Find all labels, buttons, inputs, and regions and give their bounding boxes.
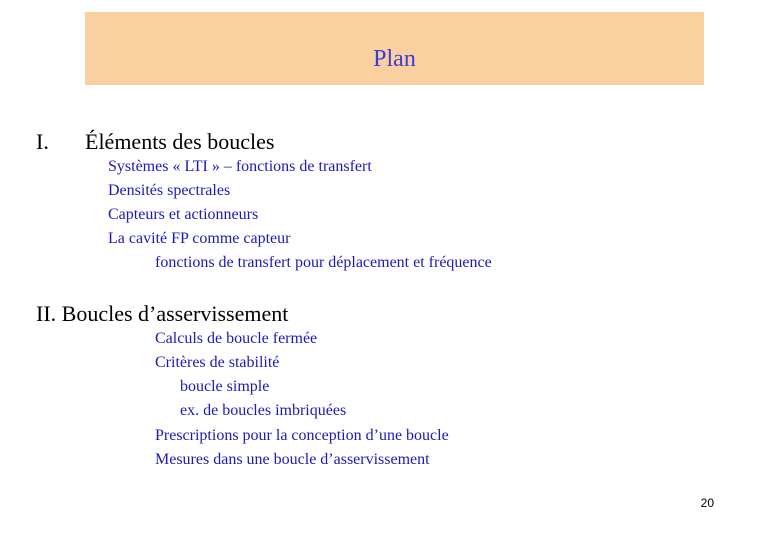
section-1-subitem: fonctions de transfert pour déplacement et fréquence bbox=[155, 254, 492, 271]
section-1-item-3: Capteurs et actionneurs bbox=[108, 206, 259, 223]
section-1-item-4: La cavité FP comme capteur bbox=[108, 230, 291, 247]
page-number: 20 bbox=[700, 496, 714, 510]
section-2-title: II. Boucles d’asservissement bbox=[36, 301, 289, 326]
section-1-item-2: Densités spectrales bbox=[108, 182, 231, 199]
section-2-item-3: Prescriptions pour la conception d’une boucle bbox=[155, 427, 449, 444]
section-1-item-1: Systèmes « LTI » – fonctions de transfert bbox=[108, 158, 372, 175]
section-2-subitem-2: ex. de boucles imbriquées bbox=[180, 402, 347, 419]
section-2-item-1: Calculs de boucle fermée bbox=[155, 330, 318, 347]
section-1-title: Éléments des boucles bbox=[85, 129, 275, 154]
section-2-subitem-1: boucle simple bbox=[180, 378, 270, 395]
section-1-number: I. bbox=[36, 129, 49, 154]
section-2-item-4: Mesures dans une boucle d’asservissement bbox=[155, 451, 430, 468]
slide-title: Plan bbox=[373, 46, 416, 72]
section-2-item-2: Critères de stabilité bbox=[155, 354, 280, 371]
title-banner bbox=[85, 12, 704, 85]
